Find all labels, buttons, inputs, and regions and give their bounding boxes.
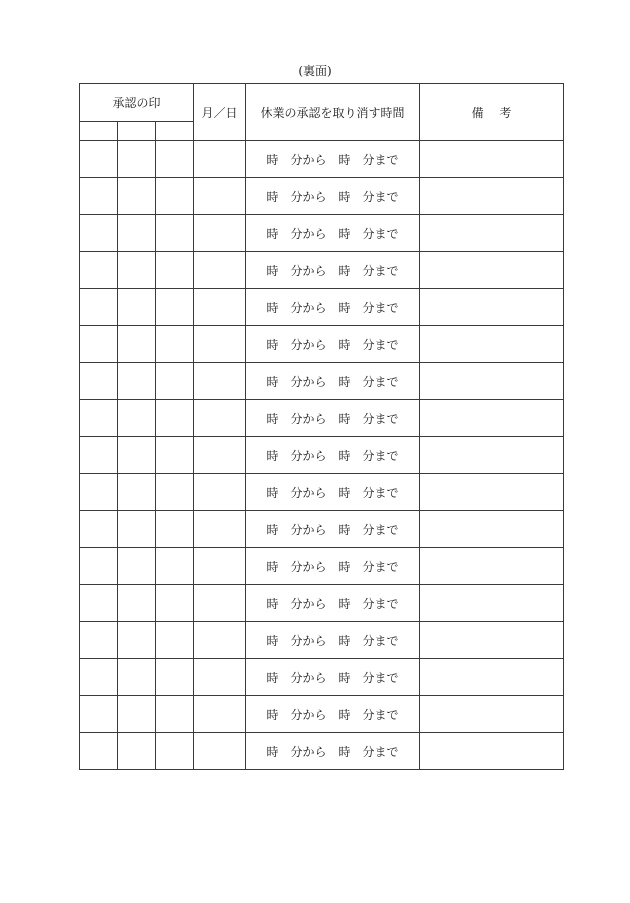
page-heading: (裏面): [298, 64, 332, 78]
time-range-text: 時 分から 時 分まで: [266, 448, 399, 463]
remarks-cell[interactable]: [420, 363, 564, 400]
stamp-cell[interactable]: [156, 548, 194, 585]
table-row: [80, 585, 564, 622]
remarks-cell[interactable]: [420, 289, 564, 326]
stamp-cell[interactable]: [118, 437, 156, 474]
stamp-cell[interactable]: [80, 363, 118, 400]
stamp-cell[interactable]: [156, 437, 194, 474]
table-row: [80, 289, 564, 326]
stamp-cell[interactable]: [156, 474, 194, 511]
remarks-cell[interactable]: [420, 326, 564, 363]
stamp-cell[interactable]: [80, 733, 118, 770]
table-row: [80, 733, 564, 770]
remarks-cell[interactable]: [420, 215, 564, 252]
time-range-text: 時 分から 時 分まで: [266, 226, 399, 241]
table-row: [80, 400, 564, 437]
table-row: [80, 659, 564, 696]
remarks-cell[interactable]: [420, 622, 564, 659]
cancel-time-cell[interactable]: [246, 659, 420, 696]
cancel-time-cell[interactable]: [246, 141, 420, 178]
remarks-cell[interactable]: [420, 659, 564, 696]
time-range-text: 時 分から 時 分まで: [266, 300, 399, 315]
stamp-cell[interactable]: [156, 659, 194, 696]
cancel-time-cell[interactable]: [246, 733, 420, 770]
remarks-cell[interactable]: [420, 400, 564, 437]
stamp-cell[interactable]: [118, 215, 156, 252]
stamp-cell[interactable]: [80, 474, 118, 511]
date-cell[interactable]: [194, 363, 246, 400]
date-cell[interactable]: [194, 252, 246, 289]
date-cell[interactable]: [194, 215, 246, 252]
header-row: [80, 84, 564, 122]
stamp-cell[interactable]: [156, 252, 194, 289]
stamp-cell[interactable]: [118, 289, 156, 326]
remarks-cell[interactable]: [420, 548, 564, 585]
cancel-time-cell[interactable]: [246, 585, 420, 622]
stamp-cell[interactable]: [118, 252, 156, 289]
stamp-cell[interactable]: [80, 252, 118, 289]
cancel-time-cell[interactable]: [246, 696, 420, 733]
remarks-cell[interactable]: [420, 141, 564, 178]
time-range-text: 時 分から 時 分まで: [266, 263, 399, 278]
stamp-cell[interactable]: [118, 733, 156, 770]
cancel-time-cell[interactable]: [246, 289, 420, 326]
stamp-cell[interactable]: [80, 511, 118, 548]
cancel-time-cell[interactable]: [246, 326, 420, 363]
stamp-cell[interactable]: [156, 141, 194, 178]
stamp-cell[interactable]: [156, 178, 194, 215]
time-range-text: 時 分から 時 分まで: [266, 485, 399, 500]
stamp-cell[interactable]: [118, 585, 156, 622]
time-range-text: 時 分から 時 分まで: [266, 596, 399, 611]
cancel-time-cell[interactable]: [246, 400, 420, 437]
table-row: [80, 511, 564, 548]
remarks-cell[interactable]: [420, 511, 564, 548]
stamp-cell[interactable]: [118, 474, 156, 511]
date-cell[interactable]: [194, 511, 246, 548]
stamp-cell[interactable]: [118, 141, 156, 178]
cancel-time-cell[interactable]: [246, 363, 420, 400]
stamp-cell[interactable]: [118, 622, 156, 659]
stamp-cell[interactable]: [156, 215, 194, 252]
stamp-cell[interactable]: [156, 511, 194, 548]
time-range-text: 時 分から 時 分まで: [266, 559, 399, 574]
stamp-cell[interactable]: [118, 548, 156, 585]
table-row: [80, 696, 564, 733]
stamp-cell[interactable]: [156, 289, 194, 326]
table-row: [80, 622, 564, 659]
cancel-time-cell[interactable]: [246, 437, 420, 474]
stamp-cell[interactable]: [156, 733, 194, 770]
table-row: [80, 252, 564, 289]
remarks-cell[interactable]: [420, 252, 564, 289]
remarks-cell[interactable]: [420, 696, 564, 733]
stamp-cell[interactable]: [156, 363, 194, 400]
stamp-cell[interactable]: [156, 585, 194, 622]
table-row: [80, 363, 564, 400]
stamp-cell[interactable]: [80, 585, 118, 622]
stamp-cell[interactable]: [118, 696, 156, 733]
stamp-subcell: [156, 122, 194, 141]
cancel-time-cell[interactable]: [246, 252, 420, 289]
stamp-cell[interactable]: [118, 511, 156, 548]
remarks-header: 備 考: [420, 84, 564, 141]
cancel-time-cell[interactable]: [246, 178, 420, 215]
stamp-cell[interactable]: [80, 178, 118, 215]
date-cell[interactable]: [194, 474, 246, 511]
stamp-cell[interactable]: [156, 400, 194, 437]
table-row: [80, 437, 564, 474]
cancel-time-cell[interactable]: [246, 215, 420, 252]
remarks-cell[interactable]: [420, 733, 564, 770]
remarks-cell[interactable]: [420, 178, 564, 215]
stamp-cell[interactable]: [80, 289, 118, 326]
time-range-text: 時 分から 時 分まで: [266, 707, 399, 722]
date-cell[interactable]: [194, 548, 246, 585]
stamp-cell[interactable]: [80, 437, 118, 474]
date-cell[interactable]: [194, 437, 246, 474]
cancel-time-cell[interactable]: [246, 548, 420, 585]
stamp-cell[interactable]: [80, 400, 118, 437]
date-cell[interactable]: [194, 289, 246, 326]
remarks-cell[interactable]: [420, 585, 564, 622]
time-range-text: 時 分から 時 分まで: [266, 633, 399, 648]
stamp-cell[interactable]: [118, 659, 156, 696]
time-range-text: 時 分から 時 分まで: [266, 411, 399, 426]
date-cell[interactable]: [194, 326, 246, 363]
date-cell[interactable]: [194, 141, 246, 178]
date-cell[interactable]: [194, 733, 246, 770]
table-row: [80, 474, 564, 511]
stamp-subcell: [118, 122, 156, 141]
stamp-cell[interactable]: [80, 326, 118, 363]
stamp-cell[interactable]: [118, 178, 156, 215]
stamp-cell[interactable]: [156, 696, 194, 733]
stamp-cell[interactable]: [80, 215, 118, 252]
date-cell[interactable]: [194, 659, 246, 696]
stamp-cell[interactable]: [80, 659, 118, 696]
cancel-time-cell[interactable]: [246, 511, 420, 548]
time-range-text: 時 分から 時 分まで: [266, 189, 399, 204]
time-range-text: 時 分から 時 分まで: [266, 670, 399, 685]
stamp-cell[interactable]: [80, 696, 118, 733]
cancel-time-header: 休業の承認を取り消す時間: [246, 84, 420, 141]
cancel-time-cell[interactable]: [246, 622, 420, 659]
approval-stamp-header: 承認の印: [80, 84, 194, 122]
table-row: [80, 548, 564, 585]
date-cell[interactable]: [194, 696, 246, 733]
remarks-cell[interactable]: [420, 474, 564, 511]
stamp-cell[interactable]: [156, 622, 194, 659]
stamp-subcell: [80, 122, 118, 141]
date-cell[interactable]: [194, 585, 246, 622]
stamp-cell[interactable]: [80, 548, 118, 585]
date-cell[interactable]: [194, 400, 246, 437]
time-range-text: 時 分から 時 分まで: [266, 374, 399, 389]
table-row: [80, 178, 564, 215]
cancel-time-cell[interactable]: [246, 474, 420, 511]
stamp-cell[interactable]: [118, 363, 156, 400]
stamp-cell[interactable]: [156, 326, 194, 363]
time-range-text: 時 分から 時 分まで: [266, 744, 399, 759]
stamp-cell[interactable]: [118, 326, 156, 363]
remarks-cell[interactable]: [420, 437, 564, 474]
date-header: 月／日: [194, 84, 246, 141]
time-range-text: 時 分から 時 分まで: [266, 337, 399, 352]
table-row: [80, 215, 564, 252]
stamp-cell[interactable]: [80, 622, 118, 659]
table-row: [80, 326, 564, 363]
time-range-text: 時 分から 時 分まで: [266, 522, 399, 537]
date-cell[interactable]: [194, 622, 246, 659]
table-row: [80, 141, 564, 178]
stamp-cell[interactable]: [118, 400, 156, 437]
date-cell[interactable]: [194, 178, 246, 215]
time-range-text: 時 分から 時 分まで: [266, 152, 399, 167]
approval-cancellation-table: [79, 83, 564, 770]
stamp-cell[interactable]: [80, 141, 118, 178]
